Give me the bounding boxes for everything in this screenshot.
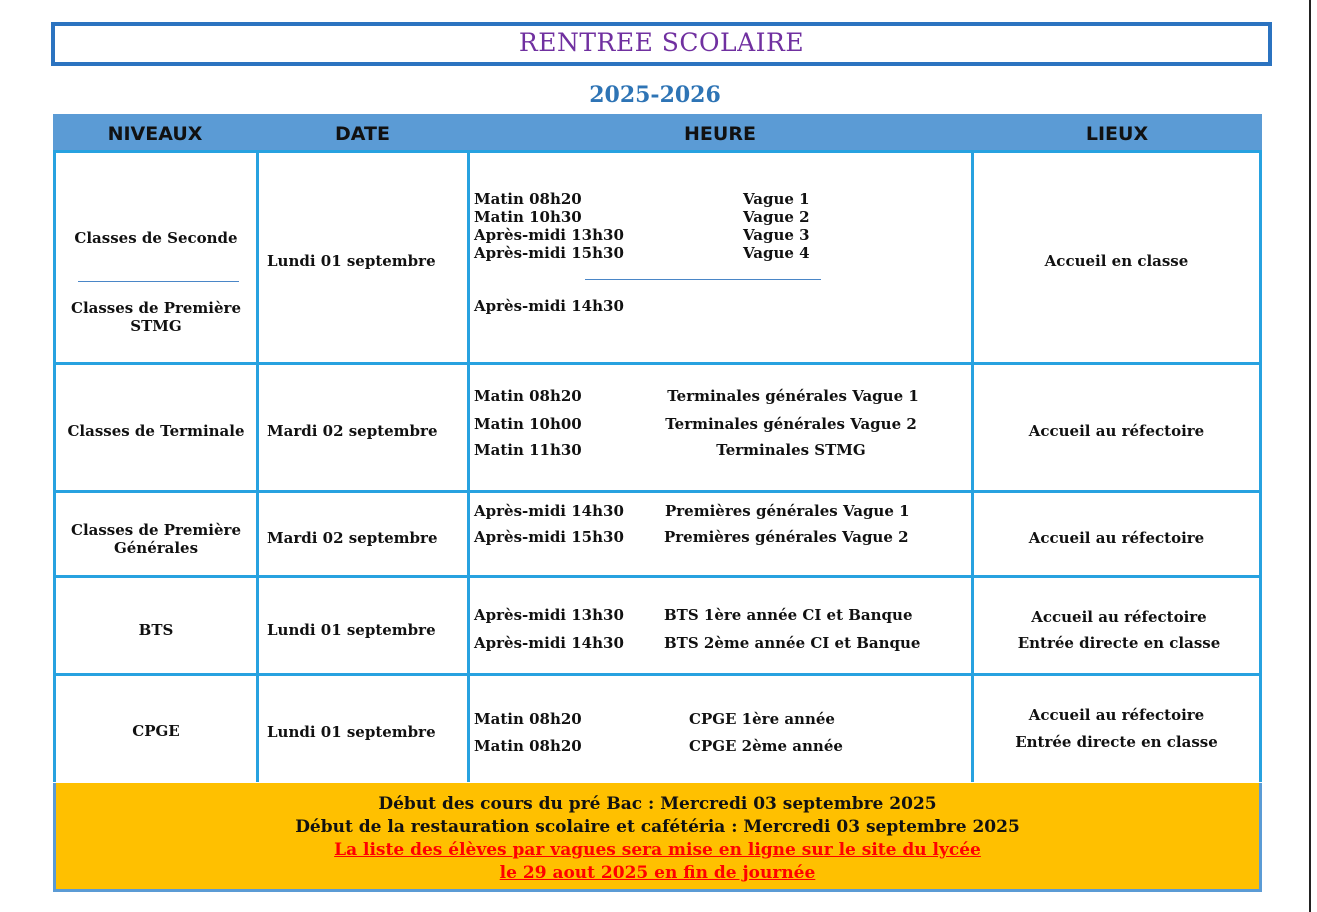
footer-notice <box>53 783 1262 892</box>
table-header <box>53 114 1262 150</box>
group-item: Terminales générales Vague 2 <box>665 415 917 433</box>
time-item: Après-midi 14h30 <box>474 502 624 520</box>
page-edge-rule <box>1309 0 1311 912</box>
row-divider <box>53 490 1262 493</box>
time-item: Matin 10h30 <box>474 208 582 226</box>
footer-line-liste: La liste des élèves par vagues sera mise en ligne sur le site du lycée <box>334 840 981 860</box>
group-item: CPGE 2ème année <box>689 737 843 755</box>
row-divider <box>53 150 1262 153</box>
group-item: Vague 4 <box>743 244 810 262</box>
time-item: Après-midi 13h30 <box>474 606 624 624</box>
footer-line-date: le 29 aout 2025 en fin de journée <box>499 863 816 883</box>
row-divider <box>53 362 1262 365</box>
time-item: Matin 11h30 <box>474 441 582 459</box>
group-item: Premières générales Vague 2 <box>664 528 909 546</box>
header-niveaux: NIVEAUX <box>107 123 203 145</box>
lieu-cell: Accueil au réfectoire <box>1031 608 1207 626</box>
date-cell: Lundi 01 septembre <box>267 723 436 741</box>
column-divider <box>971 150 974 782</box>
group-item: BTS 2ème année CI et Banque <box>664 634 921 652</box>
lieu-cell: Entrée directe en classe <box>1017 634 1221 652</box>
time-item: Après-midi 15h30 <box>474 528 624 546</box>
header-heure: HEURE <box>684 123 756 145</box>
niveau-line: STMG <box>130 317 182 335</box>
time-item: Matin 08h20 <box>474 737 582 755</box>
niveau-seconde: Classes de Seconde <box>74 229 238 247</box>
group-item: CPGE 1ère année <box>689 710 835 728</box>
date-cell: Mardi 02 septembre <box>267 422 438 440</box>
column-divider <box>467 150 470 782</box>
lieu-cell: Entrée directe en classe <box>1015 733 1218 751</box>
niveau-cpge: CPGE <box>132 722 180 740</box>
header-lieux: LIEUX <box>1085 123 1149 145</box>
time-item: Matin 08h20 <box>474 387 582 405</box>
time-item: Matin 08h20 <box>474 710 582 728</box>
time-item: Matin 08h20 <box>474 190 582 208</box>
row-divider <box>53 673 1262 676</box>
time-item: Après-midi 13h30 <box>474 226 624 244</box>
header-date: DATE <box>335 123 390 145</box>
niveau-terminale: Classes de Terminale <box>67 422 245 440</box>
time-item: Après-midi 14h30 <box>474 634 624 652</box>
row-divider <box>53 575 1262 578</box>
time-list <box>474 190 624 262</box>
time-item: Après-midi 14h30 <box>474 297 624 315</box>
niveau-line: Générales <box>113 539 199 557</box>
heure-separator <box>585 279 821 280</box>
lieu-cell: Accueil en classe <box>1044 252 1189 270</box>
date-cell: Lundi 01 septembre <box>267 621 436 639</box>
schedule-table <box>53 150 1262 782</box>
group-item: Vague 2 <box>743 208 810 226</box>
table-border <box>1259 150 1262 782</box>
date-cell: Lundi 01 septembre <box>267 252 436 270</box>
date-cell: Mardi 02 septembre <box>267 529 438 547</box>
time-item: Matin 10h00 <box>474 415 582 433</box>
column-divider <box>256 150 259 782</box>
footer-line-restauration: Début de la restauration scolaire et cafétéria : Mercredi 03 septembre 2025 <box>295 817 1020 837</box>
group-item: BTS 1ère année CI et Banque <box>664 606 913 624</box>
school-year: 2025-2026 <box>589 82 721 108</box>
lieu-cell: Accueil au réfectoire <box>1028 706 1205 724</box>
group-item: Premières générales Vague 1 <box>665 502 910 520</box>
niveau-bts: BTS <box>138 621 174 639</box>
page-title: RENTREE SCOLAIRE <box>518 28 805 57</box>
lieu-cell: Accueil au réfectoire <box>1028 422 1205 440</box>
title-box <box>51 22 1272 66</box>
time-item: Après-midi 15h30 <box>474 244 624 262</box>
group-item: Terminales STMG <box>716 441 866 459</box>
niveau-separator <box>78 281 239 282</box>
niveau-premiere-stmg <box>56 299 256 335</box>
group-list <box>743 190 810 262</box>
footer-line-cours: Début des cours du pré Bac : Mercredi 03 septembre 2025 <box>378 794 937 814</box>
niveau-line: Classes de Première <box>71 299 241 317</box>
lieu-cell: Accueil au réfectoire <box>1028 529 1205 547</box>
niveau-line: Classes de Première <box>71 521 241 539</box>
group-item: Vague 1 <box>743 190 810 208</box>
group-item: Vague 3 <box>743 226 810 244</box>
niveau-premiere-generales <box>56 521 256 557</box>
group-item: Terminales générales Vague 1 <box>667 387 919 405</box>
